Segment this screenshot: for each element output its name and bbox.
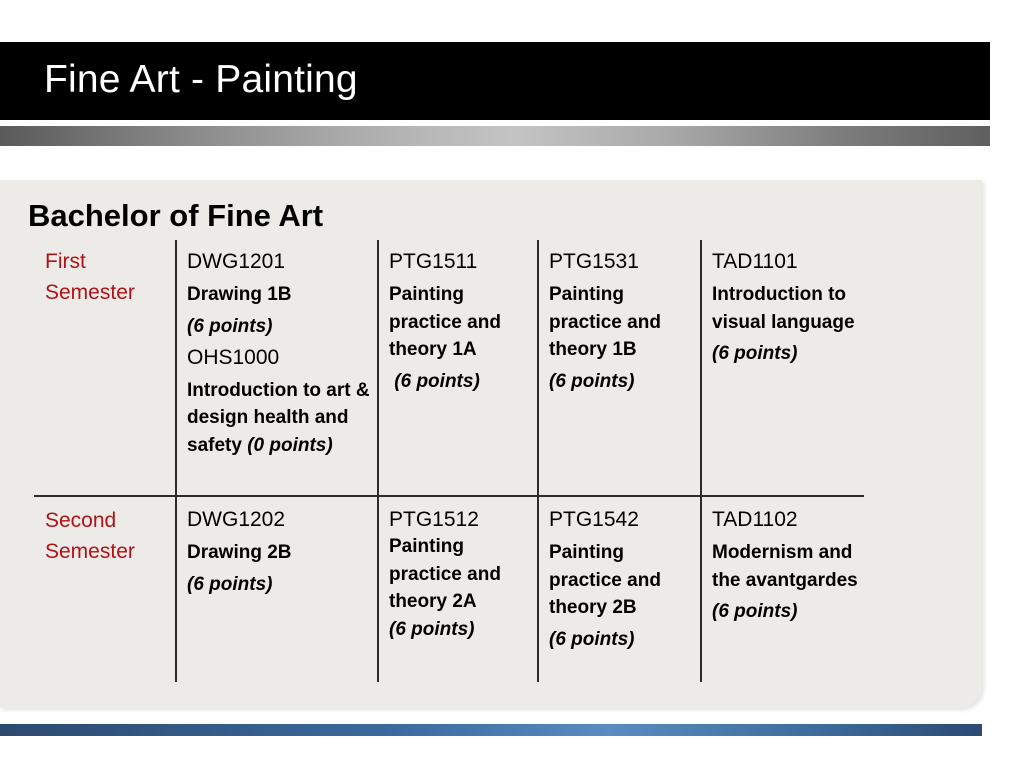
course-code: TAD1101 <box>712 250 798 273</box>
course-code: PTG1512 <box>389 508 479 531</box>
course-code: OHS1000 <box>187 345 280 369</box>
course-points: (6 points) <box>712 601 798 622</box>
table-divider-col1 <box>175 240 177 682</box>
table-row-divider <box>34 495 864 497</box>
course-points: (6 points) <box>389 618 475 640</box>
course-cell-ptg1511 <box>389 248 531 395</box>
course-points: (6 points) <box>549 370 635 392</box>
course-name: Introduction to art & design health and safety <box>187 379 370 456</box>
course-points: (6 points) <box>187 315 273 337</box>
title-bar <box>0 42 990 120</box>
course-points: (6 points) <box>549 628 635 650</box>
course-name: Drawing 2B <box>187 542 292 563</box>
course-cell-dwg1202 <box>187 506 371 598</box>
degree-heading: Bachelor of Fine Art <box>28 198 324 233</box>
course-points: (6 points) <box>712 343 798 364</box>
course-name: Introduction to visual language <box>712 284 855 333</box>
course-cell-ptg1531 <box>549 248 695 395</box>
table-divider-col3 <box>537 240 539 682</box>
course-code: PTG1511 <box>389 250 478 273</box>
course-cell-ptg1542 <box>549 506 695 653</box>
course-cell-tad1101 <box>712 248 858 367</box>
course-name: Painting practice and theory 2B <box>549 542 661 618</box>
course-name-with-points <box>187 377 371 460</box>
table-divider-col4 <box>700 240 702 682</box>
course-name: Modernism and the avantgardes <box>712 542 858 591</box>
course-points: (6 points) <box>187 573 273 595</box>
course-code: DWG1202 <box>187 508 286 531</box>
course-code: PTG1542 <box>549 508 639 531</box>
course-cell-ptg1512 <box>389 506 531 643</box>
semester-label-first: First Semester <box>45 250 135 304</box>
table-divider-col2 <box>377 240 379 682</box>
course-points: (6 points) <box>389 370 480 392</box>
course-name: Painting practice and theory 2A <box>389 536 501 612</box>
course-code: PTG1531 <box>549 250 639 273</box>
course-name: Drawing 1B <box>187 284 292 305</box>
course-cell-tad1102 <box>712 506 858 625</box>
course-points: (0 points) <box>247 434 333 456</box>
slide-title: Fine Art - Painting <box>44 58 358 101</box>
course-name: Painting practice and theory 1B <box>549 284 661 360</box>
course-cell-dwg1201 <box>187 248 371 459</box>
blue-gradient-stripe <box>0 724 982 736</box>
course-code: TAD1102 <box>712 508 798 531</box>
semester-label-second: Second Semester <box>45 509 135 563</box>
gray-gradient-stripe <box>0 126 990 146</box>
course-name: Painting practice and theory 1A <box>389 284 501 360</box>
course-code: DWG1201 <box>187 250 286 273</box>
